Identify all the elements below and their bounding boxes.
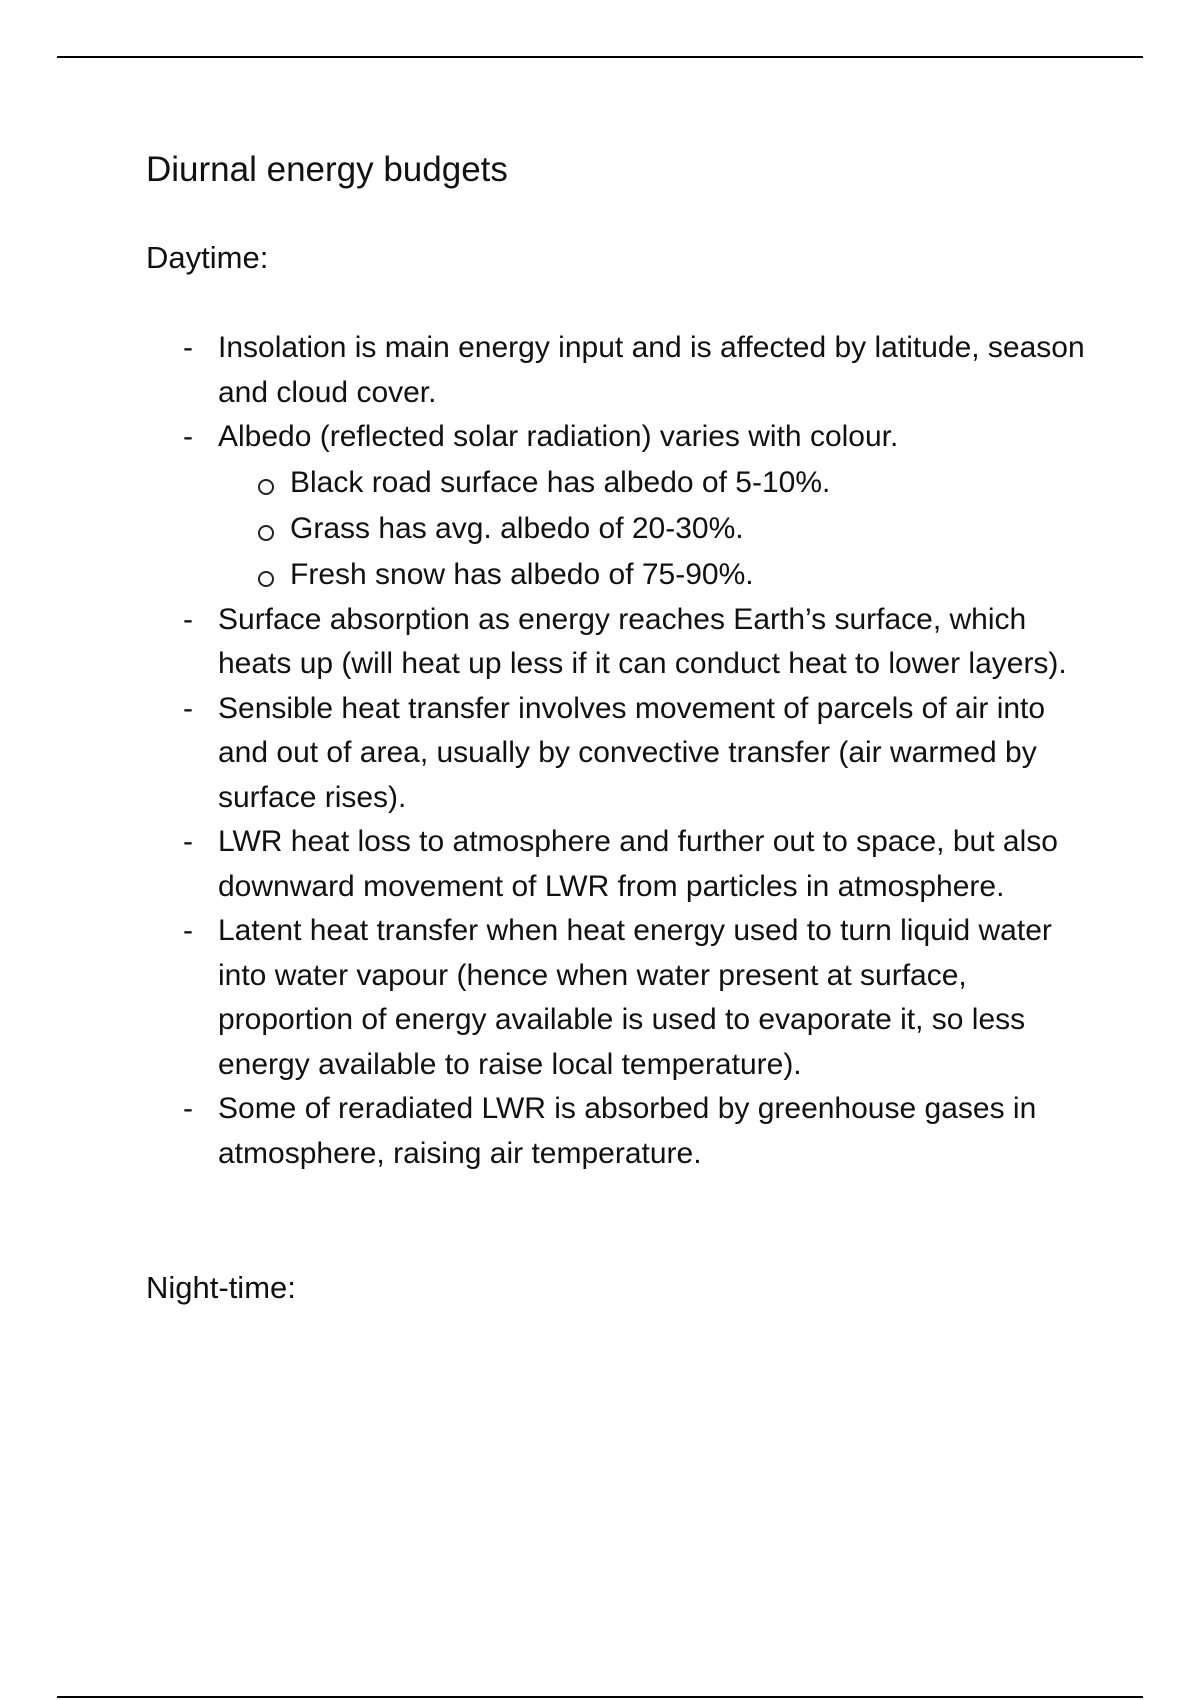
list-item-text: Surface absorption as energy reaches Earth’s surface, which heats up (will heat up less if it can conduct heat to lower layers). [218, 602, 1067, 680]
sublist-item-text: Black road surface has albedo of 5-10%. [290, 465, 831, 499]
sublist-item [218, 460, 1086, 506]
list-item [146, 326, 1086, 415]
list-item [146, 687, 1086, 821]
sublist-item-text: Grass has avg. albedo of 20-30%. [290, 511, 744, 545]
dash-bullet: - [183, 602, 193, 636]
sublist-item-text: Fresh snow has albedo of 75-90%. [290, 557, 754, 591]
daytime-list [146, 326, 1086, 1176]
dash-bullet: - [183, 691, 193, 725]
page-title: Diurnal energy budgets [146, 150, 508, 189]
list-item [146, 1087, 1086, 1176]
daytime-heading: Daytime: [146, 240, 269, 275]
circle-bullet-icon [258, 479, 274, 495]
night-time-heading: Night-time: [146, 1270, 296, 1305]
list-item-text: Sensible heat transfer involves movement of parcels of air into and out of area, usually by convective transfer (air warmed by surface rises). [218, 691, 1046, 814]
dash-bullet: - [183, 1092, 193, 1125]
header-rule [57, 56, 1143, 58]
footer-rule [57, 1696, 1143, 1698]
list-item-text: Some of reradiated LWR is absorbed by greenhouse gases in atmosphere, raising air temperature. [218, 1092, 1037, 1170]
list-item [146, 598, 1086, 687]
albedo-sublist [218, 460, 1086, 598]
dash-bullet: - [183, 825, 193, 858]
list-item-text: Insolation is main energy input and is affected by latitude, season and cloud cover. [218, 331, 1085, 409]
list-item [146, 415, 1086, 598]
document-body [146, 148, 1086, 1308]
dash-bullet: - [183, 914, 193, 947]
sublist-item [218, 552, 1086, 598]
circle-bullet-icon [258, 525, 274, 541]
list-item-text: Latent heat transfer when heat energy used to turn liquid water into water vapour (hence when water present at surface, proportion of energy available is used to evaporate it, so less energy available to raise local temperature). [218, 914, 1052, 1081]
circle-bullet-icon [258, 571, 274, 587]
sublist-item [218, 506, 1086, 552]
dash-bullet: - [183, 420, 193, 453]
list-item [146, 820, 1086, 909]
list-item-text: Albedo (reflected solar radiation) varies with colour. [218, 420, 899, 453]
dash-bullet: - [183, 331, 193, 364]
list-item-text: LWR heat loss to atmosphere and further out to space, but also downward movement of LWR from particles in atmosphere. [218, 825, 1058, 903]
list-item [146, 909, 1086, 1087]
